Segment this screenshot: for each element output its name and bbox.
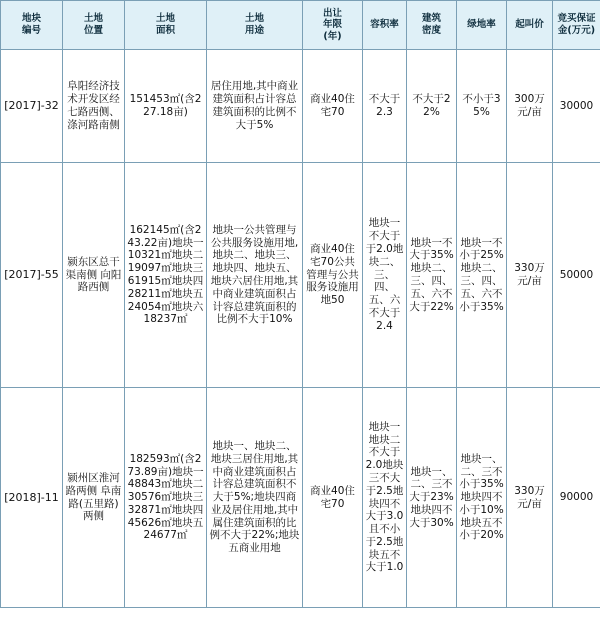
header-parcel-id-line1: 地块 (21, 13, 41, 25)
cell-starting-price: 300万元/亩 (507, 50, 553, 163)
cell-floor-area-ratio: 地块一不大于于2.0地块二、三、四、五、六不大于2.4 (363, 163, 407, 388)
table-header-row (1, 1, 600, 50)
header-area-line1: 土地 (155, 13, 175, 25)
header-parcel-id-line2: 编号 (21, 25, 41, 36)
cell-building-density: 不大于22% (407, 50, 457, 163)
cell-term: 商业40住宅70 (303, 50, 363, 163)
cell-green-ratio: 地块一、二、三不小于35%地块四不小于10%地块五不小于20% (457, 388, 507, 608)
cell-starting-price: 330万元/亩 (507, 163, 553, 388)
cell-use: 居住用地,其中商业建筑面积占计容总建筑面积的比例不大于5% (207, 50, 303, 163)
header-area (125, 1, 207, 50)
header-green-line1: 绿地率 (467, 19, 496, 31)
cell-area: 151453㎡(含227.18亩) (125, 50, 207, 163)
header-term-line1: 出让 (322, 7, 342, 19)
header-floor-area-ratio (363, 1, 407, 50)
header-starting-price (507, 1, 553, 50)
header-location-line2: 位置 (83, 25, 103, 36)
cell-parcel-id: [2017]-55 (1, 163, 63, 388)
header-green-ratio (457, 1, 507, 50)
header-building-density (407, 1, 457, 50)
header-term (303, 1, 363, 50)
cell-use: 地块一、地块二、地块三居住用地,其中商业建筑面积占计容总建筑面积不大于5%;地块四商业及居住用地,其中属住建筑面积的比例不大于22%;地块五商业用地 (207, 388, 303, 608)
table-row (1, 50, 600, 163)
cell-parcel-id: [2017]-32 (1, 50, 63, 163)
cell-starting-price: 330万元/亩 (507, 388, 553, 608)
cell-floor-area-ratio: 地块一地块二不大于2.0地块三不大于2.5地块四不大于3.0且不小于2.5地块五不大于1.0 (363, 388, 407, 608)
cell-building-density: 地块一、二、三不大于23%地块四不大于30% (407, 388, 457, 608)
cell-floor-area-ratio: 不大于2.3 (363, 50, 407, 163)
header-density-line1: 建筑 (421, 13, 441, 25)
cell-area: 182593㎡(含273.89亩)地块一48843㎡地块二30576㎡地块三32871㎡地块四45626㎡地块五24677㎡ (125, 388, 207, 608)
cell-deposit: 90000 (553, 388, 600, 608)
header-area-line2: 面积 (155, 25, 175, 36)
header-parcel-id (1, 1, 63, 50)
header-use-line2: 用途 (244, 25, 264, 36)
header-deposit (553, 1, 600, 50)
cell-location: 颍州区淮河路两侧 阜南路(五里路)两侧 (63, 388, 125, 608)
header-term-line2: 年限 (322, 19, 342, 31)
header-price-line1: 起叫价 (515, 19, 544, 31)
header-deposit-line2: 金(万元) (557, 25, 596, 36)
cell-use: 地块一公共管理与公共服务设施用地,地块二、地块三、地块四、地块五、地块六居住用地,其中商业建筑面积占计容总建筑面积的比例不大于10% (207, 163, 303, 388)
header-far-line1: 容积率 (370, 19, 399, 31)
header-density-line2: 密度 (421, 25, 441, 36)
cell-location: 颍东区总干渠南侧 向阳路西侧 (63, 163, 125, 388)
table-row (1, 388, 600, 608)
header-use (207, 1, 303, 50)
cell-building-density: 地块一不大于35%地块二、三、四、五、六不大于22% (407, 163, 457, 388)
cell-term: 商业40住宅70公共管理与公共服务设施用地50 (303, 163, 363, 388)
header-location-line1: 土地 (83, 13, 103, 25)
header-term-line3: (年) (323, 30, 342, 42)
header-deposit-line1: 竞买保证 (557, 13, 596, 25)
cell-deposit: 50000 (553, 163, 600, 388)
cell-term: 商业40住宅70 (303, 388, 363, 608)
cell-location: 阜阳经济技术开发区经七路西侧、涤河路南侧 (63, 50, 125, 163)
header-location (63, 1, 125, 50)
header-use-line1: 土地 (244, 13, 264, 25)
cell-parcel-id: [2018]-11 (1, 388, 63, 608)
cell-deposit: 30000 (553, 50, 600, 163)
cell-green-ratio: 不小于35% (457, 50, 507, 163)
cell-green-ratio: 地块一不小于25%地块二、三、四、五、六不小于35% (457, 163, 507, 388)
cell-area: 162145㎡(含243.22亩)地块一10321㎡地块二19097㎡地块三61915㎡地块四28211㎡地块五24054㎡地块六18237㎡ (125, 163, 207, 388)
table-row (1, 163, 600, 388)
